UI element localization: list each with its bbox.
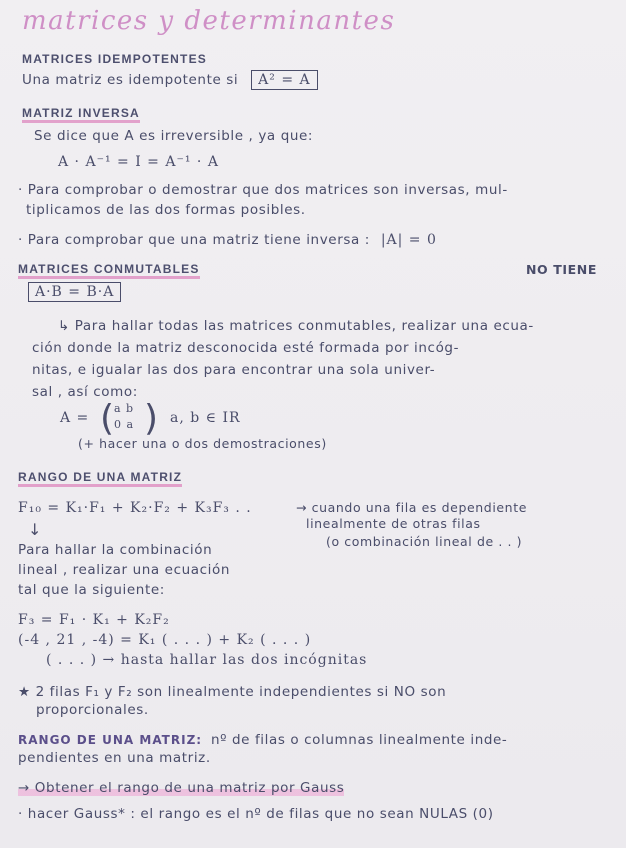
rango-star-b: proporcionales. — [36, 702, 149, 718]
rango-def-a: nº de filas o columnas linealmente inde- — [210, 732, 508, 748]
rango-text1: Para hallar la combinación — [18, 542, 213, 558]
heading-conmutables — [18, 262, 200, 276]
gauss-text: · hacer Gauss* : el rango es el nº de filas que no sean NULAS (0) — [18, 806, 494, 822]
inversa-bullet2-text: · Para comprobar que una matriz tiene inversa : — [18, 232, 370, 248]
no-tiene-note: NO TIENE — [526, 262, 597, 277]
rango-down-arrow: ↓ — [28, 520, 43, 539]
matrix-row2: 0 a — [114, 418, 135, 431]
conmutables-para1: ↳ Para hallar todas las matrices conmutables, realizar una ecua- — [58, 318, 534, 334]
inversa-bullet1b: tiplicamos de las dos formas posibles. — [26, 202, 306, 218]
rango-text2: lineal , realizar una ecuación — [18, 562, 231, 578]
conmutables-para4: sal , así como: — [32, 384, 138, 400]
rango-text3: tal que la siguiente: — [18, 582, 165, 598]
det-formula: |A| = 0 — [380, 232, 437, 248]
gauss-heading-wrap — [18, 780, 344, 796]
conmutables-formula-wrap — [28, 284, 121, 300]
page-title: matrices y determinantes — [22, 6, 396, 36]
conmutables-para2: ción donde la matriz desconocida esté formada por incóg- — [32, 340, 460, 356]
heading-inversa — [22, 106, 140, 120]
conmutables-formula: A·B = B·A — [28, 282, 121, 302]
rango-eq1: F₃ = F₁ · K₁ + K₂F₂ — [18, 612, 170, 628]
idempotentes-sentence: Una matriz es idempotente si — [22, 72, 239, 88]
inversa-formula: A · A⁻¹ = I = A⁻¹ · A — [58, 154, 219, 170]
idempotentes-formula: A² = A — [251, 70, 317, 90]
matrix-row1: a b — [114, 402, 135, 415]
paren-right: ) — [144, 398, 159, 439]
rango-star-a: ★ 2 filas F₁ y F₂ son linealmente independientes si NO son — [18, 684, 447, 700]
heading-inversa-label: MATRIZ INVERSA — [22, 106, 140, 123]
rango-note1: → cuando una fila es dependiente — [296, 500, 527, 515]
rango-def-heading: RANGO DE UNA MATRIZ: — [18, 733, 203, 747]
rango-eq2: (-4 , 21 , -4) = K₁ ( . . . ) + K₂ ( . . . ) — [18, 632, 312, 648]
inversa-bullet2 — [18, 232, 437, 248]
rango-formula: F₁₀ = K₁·F₁ + K₂·F₂ + K₃F₃ . . — [18, 500, 252, 516]
heading-idempotentes: MATRICES IDEMPOTENTES — [22, 52, 207, 66]
paren-left: ( — [100, 398, 115, 439]
conmutables-para3: nitas, e igualar las dos para encontrar una sola univer- — [32, 362, 436, 378]
inversa-line1: Se dice que A es irreversible , ya que: — [34, 128, 314, 144]
rango-definition — [18, 732, 507, 748]
matrix-lhs: A = — [60, 410, 90, 426]
heading-rango — [18, 470, 182, 484]
heading-rango-label: RANGO DE UNA MATRIZ — [18, 470, 182, 487]
gauss-heading: → Obtener el rango de una matriz por Gauss — [18, 780, 345, 796]
rango-eq3: ( . . . ) → hasta hallar las dos incógnitas — [46, 652, 368, 668]
rango-note3: (o combinación lineal de . . ) — [326, 534, 523, 549]
conmutables-note: (+ hacer una o dos demostraciones) — [78, 436, 327, 451]
matrix-condition: a, b ∈ IR — [170, 410, 241, 426]
heading-conmutables-label: MATRICES CONMUTABLES — [18, 262, 200, 279]
inversa-bullet1a: · Para comprobar o demostrar que dos matrices son inversas, mul- — [18, 182, 508, 198]
rango-note2: linealmente de otras filas — [306, 516, 481, 531]
idempotentes-text — [22, 72, 318, 88]
rango-def-b: pendientes en una matriz. — [18, 750, 211, 766]
matrix-example — [100, 400, 158, 440]
